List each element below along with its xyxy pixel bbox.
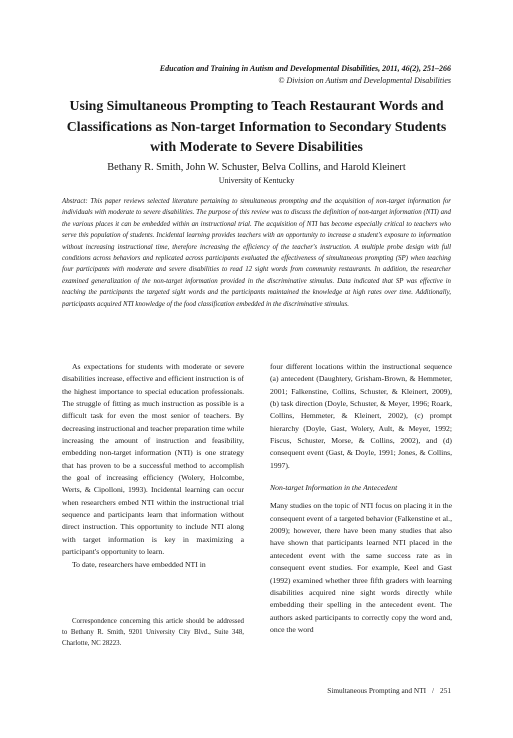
section-heading: Non-target Information in the Antecedent (270, 483, 398, 493)
running-title: Simultaneous Prompting and NTI (327, 686, 427, 695)
article-title: Using Simultaneous Prompting to Teach Restaurant Words and Classifications as Non-target Information to Secondary Students with Moderate to Severe Disabilities (66, 98, 447, 154)
journal-citation: Education and Training in Autism and Developmental Disabilities, 2011, 46(2), 251–266 (159, 64, 451, 73)
body-paragraph: Many studies on the topic of NTI focus on placing it in the consequent event of a targeted behavior (Falkenstine et al., 2009); however, there have been many studies that also have shown that participants learned NTI placed in the antecedent event with the same success rate as in consequent event studies. For example, Keel and Gast (1992) examined whether three fifth graders with learning disabilities acquired nine sight words directly while embedding their spelling in the antecedent event. The authors asked participants to correctly copy the word and, once the word (270, 501, 452, 634)
page-footer (327, 686, 451, 696)
body-paragraph: four different locations within the instructional sequence (a) antecedent (Daughtery, Grisham-Brown, & Hemmeter, 2001; Falkenstine, Collins, Schuster, & Kleinert, 2009), (b) task direction (Doyle, Schuster, & Meyer, 1996; Roark, Collins, Hemmeter, & Kleinert, 2002), (c) prompt hierarchy (Doyle, Gast, Wolery, Ault, & Meyer, 1992; Fiscus, Schuster, Morse, & Collins, 2002), and (d) consequent event (Gast, & Doyle, 1991; Jones, & Collins, 1997). (270, 362, 452, 470)
journal-header (51, 63, 451, 87)
author-affiliation: University of Kentucky (218, 176, 295, 185)
page-number: 251 (440, 686, 451, 695)
correspondence-footnote: Correspondence concerning this article should be addressed to Bethany R. Smith, 9201 University City Blvd., Suite 348, Charlotte, NC 28223. (62, 618, 244, 647)
article-authors: Bethany R. Smith, John W. Schuster, Belva Collins, and Harold Kleinert (107, 162, 406, 173)
right-column (270, 361, 452, 636)
footer-separator: / (432, 686, 435, 695)
body-paragraph: To date, researchers have embedded NTI in (72, 559, 206, 569)
abstract: Abstract: This paper reviews selected literature pertaining to simultaneous prompting and the acquisition of non-target information for individuals with moderate to severe disabilities. The purpose of this review was to discuss the definition of non-target information (NTI) and the various places it can be embedded within an instructional trial. The acquisition of NTI has become especially critical to teachers who serve this population of students. Incidental learning provides teachers with an opportunity to increase a student's exposure to information without increasing instructional time, therefore increasing the efficiency of the teacher's instruction. A multiple probe design with full conditions across behaviors and replicated across participants evaluated the effectiveness of simultaneous prompting (SP) when teaching four participants with moderate and severe disabilities to read 12 sight words from community restaurants. In addition, the researcher examined generalization of the non-target information provided in the discriminative stimulus. Data indicated that SP was effective in teaching the participants the targeted sight words and the participants maintained the knowledge at high rates over time. Additionally, participants acquired NTI knowledge of the food classification embedded in the discriminative stimulus. (62, 198, 451, 308)
body-paragraph: As expectations for students with moderate or severe disabilities increase, effective and efficient instruction is of the highest importance to special education professionals. The struggle of fitting as much instruction as possible is a difficult task for even the most senior of teachers. By decreasing instructional and teacher preparation time while increasing the amount of instruction and feasibility, embedding non-target information (NTI) is one strategy that has proven to be a successful method to accomplish the goal of increasing efficiency (Wolery, Holcombe, Werts, & Cipolloni, 1993). Incidental learning can occur when researchers embed NTI within the instructional trial sequence and participants learn that information without direct instruction. This opportunity to include NTI along with target information is key in maximizing a participant's opportunity to learn. (62, 362, 244, 557)
journal-copyright: © Division on Autism and Developmental Disabilities (278, 76, 451, 85)
left-column (62, 361, 244, 571)
